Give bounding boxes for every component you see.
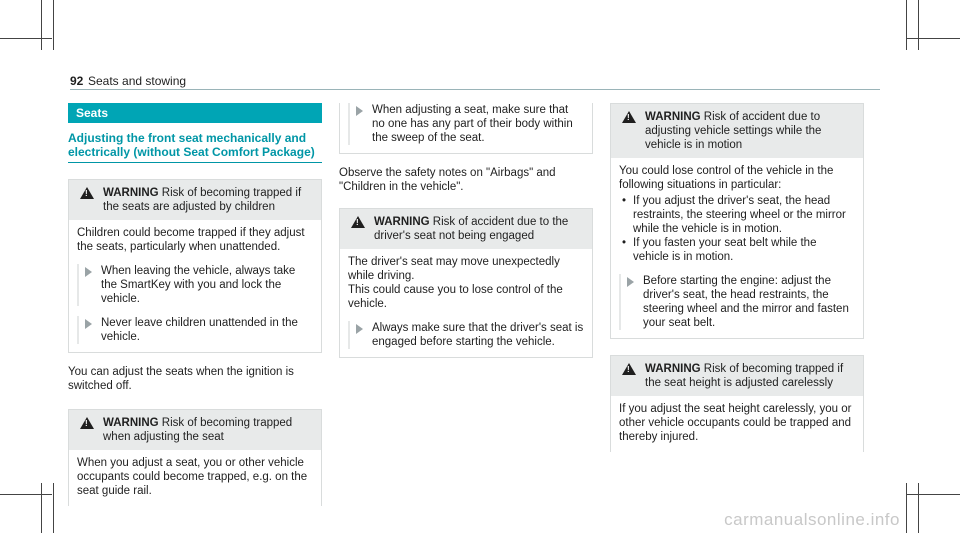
warning-box <box>68 179 322 353</box>
warning-box <box>339 208 593 358</box>
crop-mark <box>918 483 919 533</box>
paragraph: Observe the safety notes on "Airbags" and "Children in the vehicle". <box>339 167 556 193</box>
warning-label: WARNING <box>103 187 159 199</box>
subheading: Adjusting the front seat mechanically and electrically (without Seat Comfort Package) <box>68 131 322 163</box>
crop-mark <box>41 0 42 50</box>
warning-header <box>69 410 321 450</box>
warning-title: Risk of becoming trapped if the seat height is adjusted carelessly <box>645 363 844 389</box>
bullet-item: • If you fasten your seat belt while the vehicle is in motion. <box>619 236 855 264</box>
column-1 <box>68 103 322 506</box>
step-bar <box>77 264 79 306</box>
warning-triangle-icon <box>622 363 636 375</box>
warning-label: WARNING <box>374 216 430 228</box>
warning-triangle-icon <box>80 187 94 199</box>
warning-label: WARNING <box>103 417 159 429</box>
watermark: carmanualsonline.info <box>724 510 900 529</box>
page-number: 92 <box>70 74 84 88</box>
warning-box <box>610 355 864 452</box>
warning-body <box>611 396 863 452</box>
warning-title: Risk of becoming trapped if the seats are adjusted by children <box>103 187 302 213</box>
step-bar <box>348 321 350 349</box>
instruction-step <box>348 321 584 349</box>
header-rule <box>70 89 880 90</box>
warning-triangle-icon <box>80 417 94 429</box>
crop-mark <box>53 0 54 50</box>
step-text: When adjusting a seat, make sure that no one has any part of their body within the sweep of the seat. <box>372 104 573 144</box>
crop-mark <box>53 483 54 533</box>
step-text: Before starting the engine: adjust the driver's seat, the head restraints, the steering wheel and the mirror and fasten your seat belt. <box>643 275 849 329</box>
arrow-icon <box>627 277 634 287</box>
crop-mark <box>906 0 907 50</box>
warning-text: Children could become trapped if they adjust the seats, particularly when unattended. <box>77 227 305 253</box>
crop-mark <box>41 483 42 533</box>
instruction-step <box>619 274 855 330</box>
warning-text: You could lose control of the vehicle in the following situations in particular: <box>619 165 834 191</box>
warning-body <box>69 220 321 352</box>
step-text: When leaving the vehicle, always take the SmartKey with you and lock the vehicle. <box>101 265 296 305</box>
warning-label: WARNING <box>645 111 701 123</box>
warning-box-continued <box>339 103 593 154</box>
crop-mark <box>0 38 52 39</box>
step-bar <box>77 316 79 344</box>
arrow-icon <box>85 319 92 329</box>
warning-body <box>340 249 592 357</box>
warning-title: Risk of accident due to the driver's seat not being engaged <box>374 216 569 242</box>
warning-text: When you adjust a seat, you or other vehicle occupants could become trapped, e.g. on the seat guide rail. <box>77 457 308 497</box>
crop-mark <box>0 494 52 495</box>
warning-title: Risk of becoming trapped when adjusting the seat <box>103 417 293 443</box>
crop-mark <box>906 483 907 533</box>
warning-triangle-icon <box>622 111 636 123</box>
warning-box <box>610 103 864 339</box>
warning-title: Risk of accident due to adjusting vehicle settings while the vehicle is in motion <box>645 111 822 151</box>
arrow-icon <box>356 324 363 334</box>
step-bar <box>619 274 621 330</box>
bullet-item: • If you adjust the driver's seat, the head restraints, the steering wheel or the mirror while the vehicle is in motion. <box>619 194 855 236</box>
instruction-step <box>77 264 313 306</box>
warning-body <box>69 450 321 506</box>
warning-box <box>68 409 322 506</box>
warning-body <box>340 103 592 153</box>
warning-header <box>69 180 321 220</box>
crop-mark <box>918 0 919 50</box>
step-text: Always make sure that the driver's seat is engaged before starting the vehicle. <box>372 322 584 348</box>
warning-header <box>340 209 592 249</box>
warning-header <box>611 356 863 396</box>
warning-header <box>611 104 863 158</box>
arrow-icon <box>356 106 363 116</box>
paragraph: You can adjust the seats when the ignition is switched off. <box>68 366 294 392</box>
warning-body <box>611 158 863 338</box>
column-3 <box>610 103 864 452</box>
crop-mark <box>906 38 960 39</box>
warning-text: If you adjust the seat height carelessly, you or other vehicle occupants could be trapped and thereby injured. <box>619 403 852 443</box>
instruction-step <box>348 103 584 145</box>
page-header-title: Seats and stowing <box>88 74 187 88</box>
warning-triangle-icon <box>351 216 365 228</box>
warning-text: The driver's seat may move unexpectedly while driving. <box>348 256 560 282</box>
step-text: Never leave children unattended in the vehicle. <box>101 317 298 343</box>
warning-text: This could cause you to lose control of the vehicle. <box>348 284 563 310</box>
crop-mark <box>906 494 960 495</box>
instruction-step <box>77 316 313 344</box>
column-2 <box>339 103 593 358</box>
step-bar <box>348 103 350 145</box>
warning-label: WARNING <box>645 363 701 375</box>
bullet-list <box>619 194 855 264</box>
arrow-icon <box>85 267 92 277</box>
section-bar: Seats <box>68 103 322 123</box>
